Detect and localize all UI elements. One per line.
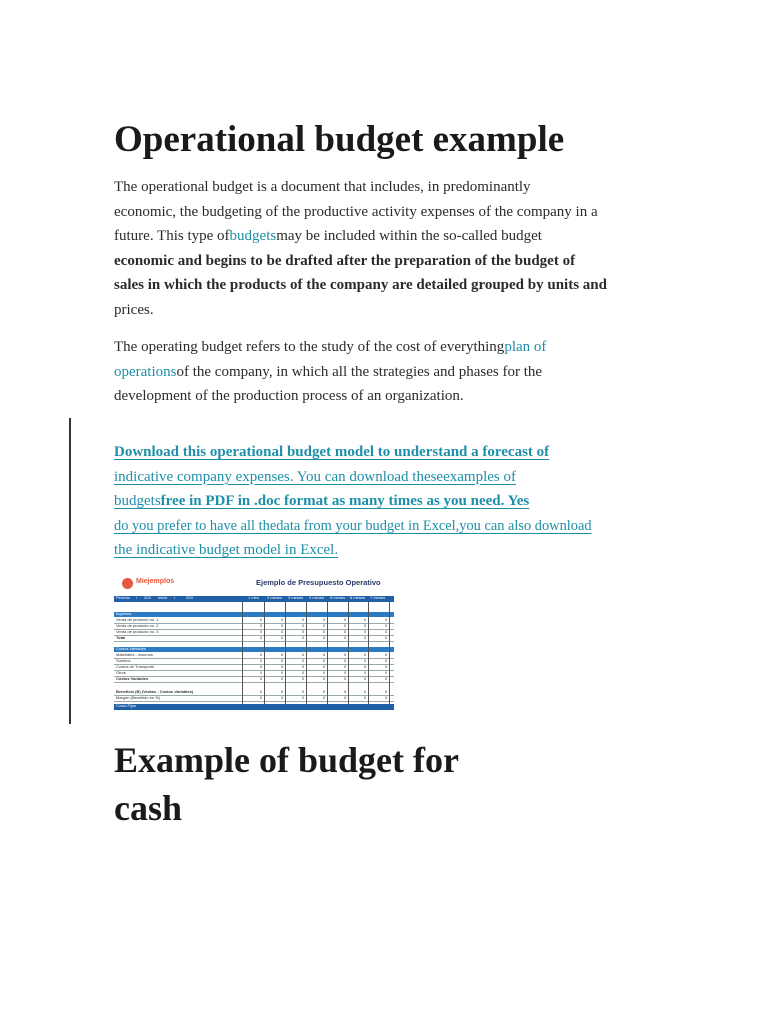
- cell-value: 0: [364, 676, 367, 681]
- plan-of-operations-link[interactable]: operations: [114, 363, 177, 380]
- cell-value: 0: [281, 689, 284, 694]
- cell-value: 0: [302, 629, 305, 634]
- cell-value: 0: [344, 623, 347, 628]
- header-cell: 20X: [186, 595, 194, 600]
- grid-line: [242, 602, 243, 710]
- cell-value: 0: [323, 676, 326, 681]
- cell-value: 0: [281, 629, 284, 634]
- cell-value: 0: [364, 629, 367, 634]
- cell-value: 0: [302, 617, 305, 622]
- row-label: Costos de Transporte: [116, 664, 155, 669]
- cell-value: 0: [260, 689, 263, 694]
- cell-value: 0: [260, 652, 263, 657]
- month-cell: 7 meses: [370, 595, 386, 600]
- cell-value: 0: [385, 670, 388, 675]
- section-label: Costo Fijos: [116, 703, 137, 708]
- cell-value: 0: [344, 689, 347, 694]
- header-cell: Periodo: [116, 595, 130, 600]
- cell-value: 0: [344, 629, 347, 634]
- text-span: budgets: [114, 493, 161, 510]
- cell-value: 0: [323, 695, 326, 700]
- text-line: development of the production process of an organization.: [114, 388, 464, 405]
- cell-value: 0: [344, 635, 347, 640]
- cell-value: 0: [364, 658, 367, 663]
- cell-value: 0: [385, 695, 388, 700]
- cell-value: 0: [302, 635, 305, 640]
- intro-paragraph: [114, 175, 654, 323]
- cell-value: 0: [385, 652, 388, 657]
- grid-line: [306, 602, 307, 710]
- cell-value: 0: [260, 658, 263, 663]
- cell-value: 0: [281, 617, 284, 622]
- table-row: [114, 677, 394, 683]
- cell-value: 0: [344, 658, 347, 663]
- cell-value: 0: [323, 670, 326, 675]
- cell-value: 0: [260, 695, 263, 700]
- cell-value: 0: [385, 676, 388, 681]
- cell-value: 0: [260, 617, 263, 622]
- cell-value: 0: [281, 664, 284, 669]
- text-span: free in PDF in .doc format as many times as you need. Yes: [160, 493, 530, 510]
- row-label: Beneficio (B) (Ventas - Costos Variables): [116, 689, 194, 694]
- download-link[interactable]: indicative company expenses. You can download theseexamples of: [114, 468, 516, 485]
- section-heading: Example of budget for cash: [114, 740, 459, 828]
- cell-value: 0: [302, 695, 305, 700]
- cell-value: 0: [323, 658, 326, 663]
- plan-of-operations-link[interactable]: plan of: [504, 339, 547, 355]
- header-cell: Inicio: [158, 595, 168, 600]
- row-label: Costos Variables: [116, 676, 149, 681]
- cell-value: 0: [281, 670, 284, 675]
- text-line: economic, the budgeting of the productive activity expenses of the company in a: [114, 203, 598, 220]
- row-label: Otros: [116, 670, 126, 675]
- cell-value: 0: [302, 676, 305, 681]
- text-line: [114, 360, 654, 385]
- underline-pad: [549, 440, 601, 465]
- cell-value: 0: [364, 652, 367, 657]
- cell-value: 0: [364, 617, 367, 622]
- row-label: Materiales - insumos: [116, 652, 153, 657]
- cell-value: 0: [281, 676, 284, 681]
- cell-value: 0: [364, 635, 367, 640]
- cell-value: 0: [302, 652, 305, 657]
- month-cell: 2 meses: [267, 595, 283, 600]
- cell-value: 0: [385, 689, 388, 694]
- row-label: Sueldos: [116, 658, 131, 663]
- logo-text: Miejemplos: [136, 578, 175, 585]
- cell-value: 0: [260, 670, 263, 675]
- text-span: Download this operational budget model to understand a forecast of: [114, 444, 550, 460]
- cell-value: 0: [364, 689, 367, 694]
- row-label: Venta de producto no. 2: [116, 623, 159, 628]
- header-cell: /: [136, 595, 138, 600]
- cell-value: 0: [302, 689, 305, 694]
- grid-line: [327, 602, 328, 710]
- cell-value: 0: [344, 676, 347, 681]
- text-span: The operating budget refers to the study of the cost of everything: [114, 339, 505, 355]
- table-row: [114, 696, 394, 702]
- cell-value: 0: [385, 664, 388, 669]
- cell-value: 0: [323, 635, 326, 640]
- text-line: [114, 224, 654, 249]
- cell-value: 0: [323, 629, 326, 634]
- row-label: Margen (Beneficio en %): [116, 695, 161, 700]
- cell-value: 0: [364, 695, 367, 700]
- cell-value: 0: [323, 623, 326, 628]
- cell-value: 0: [323, 664, 326, 669]
- cell-value: 0: [385, 629, 388, 634]
- cell-value: 0: [344, 617, 347, 622]
- cell-value: 0: [323, 689, 326, 694]
- cell-value: 0: [302, 623, 305, 628]
- grid-line: [264, 602, 265, 710]
- sheet-title: Ejemplo de Presupuesto Operativo: [256, 578, 381, 587]
- cell-value: 0: [344, 670, 347, 675]
- month-cell: 5 meses: [330, 595, 346, 600]
- text-span: may be included within the so-called budget: [276, 228, 542, 245]
- row-label: Venta de producto no. 3: [116, 629, 159, 634]
- cell-value: 0: [302, 658, 305, 663]
- download-link[interactable]: [114, 489, 601, 514]
- cell-value: 0: [260, 664, 263, 669]
- operating-paragraph: [114, 335, 654, 409]
- text-line: The operational budget is a document that includes, in predominantly: [114, 179, 531, 195]
- cell-value: 0: [281, 623, 284, 628]
- budgets-link[interactable]: budgets: [229, 228, 277, 245]
- section-label: Costos Variables: [116, 646, 146, 651]
- month-cell: 4 meses: [309, 595, 325, 600]
- quote-bar: [69, 418, 71, 724]
- cell-value: 0: [302, 664, 305, 669]
- month-cell: 6 meses: [350, 595, 366, 600]
- cell-value: 0: [344, 664, 347, 669]
- cell-value: 0: [385, 658, 388, 663]
- grid-line: [389, 602, 390, 710]
- cell-value: 0: [281, 695, 284, 700]
- page-title: Operational budget example: [114, 119, 565, 160]
- month-cell: 3 meses: [288, 595, 304, 600]
- text-line: [114, 335, 654, 360]
- text-span: of the company, in which all the strategies and phases for the: [176, 363, 543, 380]
- cell-value: 0: [385, 623, 388, 628]
- cell-value: 0: [260, 635, 263, 640]
- cell-value: 0: [281, 635, 284, 640]
- section-label: Ingresos: [116, 611, 132, 616]
- cell-value: 0: [260, 623, 263, 628]
- download-link[interactable]: [114, 538, 601, 563]
- cell-value: 0: [364, 670, 367, 675]
- download-link[interactable]: [114, 440, 601, 465]
- cell-value: 0: [364, 623, 367, 628]
- budget-spreadsheet-image[interactable]: [114, 572, 394, 712]
- section-costos-fijos: [114, 704, 394, 710]
- grid-line: [348, 602, 349, 710]
- cell-value: 0: [260, 676, 263, 681]
- underline-pad: [529, 489, 599, 514]
- cell-value: 0: [323, 617, 326, 622]
- cell-value: 0: [385, 635, 388, 640]
- row-label: Total: [116, 635, 126, 640]
- cell-value: 0: [344, 652, 347, 657]
- text-span: future. This type of: [114, 228, 230, 245]
- row-label: Venta de producto no. 1: [116, 617, 159, 622]
- download-link[interactable]: do you prefer to have all thedata from your budget in Excel,you can also download: [114, 517, 592, 534]
- header-cell: /: [174, 595, 176, 600]
- text-line: economic and begins to be drafted after the preparation of the budget of: [114, 252, 576, 269]
- download-block: [114, 440, 601, 563]
- cell-value: 0: [323, 652, 326, 657]
- text-line: sales in which the products of the company are detailed grouped by units and: [114, 277, 607, 294]
- cell-value: 0: [364, 664, 367, 669]
- cell-value: 0: [302, 670, 305, 675]
- text-span: the indicative budget model in Excel.: [114, 542, 339, 559]
- cell-value: 0: [260, 629, 263, 634]
- underline-pad: [338, 538, 400, 563]
- cell-value: 0: [281, 652, 284, 657]
- cell-value: 0: [385, 617, 388, 622]
- month-cell: 1 mes: [248, 595, 259, 600]
- grid-line: [285, 602, 286, 710]
- cell-value: 0: [281, 658, 284, 663]
- header-cell: 20X: [144, 595, 152, 600]
- text-line: prices.: [114, 301, 154, 318]
- table-row: [114, 636, 394, 642]
- cell-value: 0: [344, 695, 347, 700]
- sheet-header-row: [114, 596, 394, 602]
- logo-icon: [122, 578, 133, 589]
- grid-line: [368, 602, 369, 710]
- section-costos-variables: [114, 647, 394, 652]
